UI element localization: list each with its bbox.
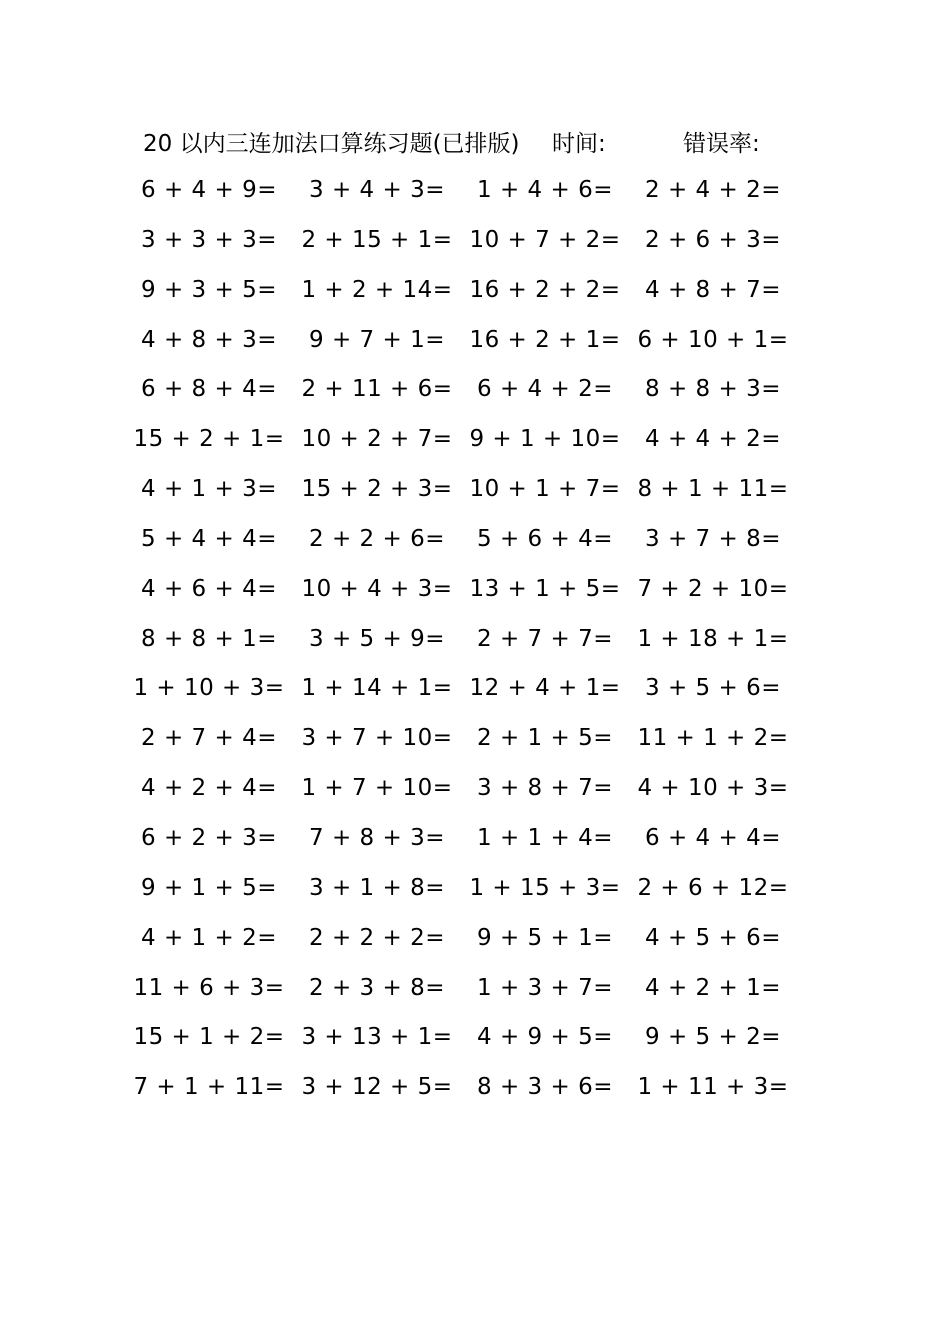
- problem-item: 9 + 5 + 2=: [645, 1024, 781, 1051]
- problem-item: 3 + 13 + 1=: [301, 1024, 453, 1051]
- problem-item: 3 + 12 + 5=: [301, 1074, 453, 1101]
- problem-item: 3 + 8 + 7=: [477, 775, 613, 802]
- problem-item: 4 + 2 + 4=: [141, 775, 277, 802]
- problem-row: [0, 615, 950, 665]
- problem-item: 2 + 15 + 1=: [301, 226, 453, 253]
- problem-item: 6 + 2 + 3=: [141, 824, 277, 851]
- problem-item: 4 + 8 + 7=: [645, 276, 781, 303]
- problem-item: 4 + 5 + 6=: [645, 924, 781, 951]
- problem-item: 1 + 10 + 3=: [133, 675, 285, 702]
- problem-item: 1 + 3 + 7=: [477, 974, 613, 1001]
- problem-grid: [0, 166, 950, 1113]
- problem-row: [0, 914, 950, 964]
- problem-item: 4 + 9 + 5=: [477, 1024, 613, 1051]
- problem-row: [0, 316, 950, 366]
- problem-item: 3 + 7 + 8=: [645, 525, 781, 552]
- problem-item: 3 + 4 + 3=: [309, 177, 445, 203]
- problem-item: 15 + 2 + 1=: [133, 426, 285, 453]
- problem-item: 2 + 11 + 6=: [301, 376, 453, 403]
- problem-item: 2 + 6 + 3=: [645, 226, 781, 253]
- problem-item: 6 + 8 + 4=: [141, 376, 277, 403]
- problem-item: 4 + 2 + 1=: [645, 974, 781, 1001]
- problem-row: [0, 565, 950, 615]
- problem-item: 6 + 4 + 9=: [141, 177, 277, 203]
- problem-item: 15 + 2 + 3=: [301, 476, 453, 503]
- problem-item: 9 + 3 + 5=: [141, 276, 277, 303]
- time-label: 时间:: [552, 131, 606, 157]
- problem-item: 10 + 2 + 7=: [301, 426, 453, 453]
- problem-item: 9 + 1 + 10=: [469, 426, 621, 453]
- problem-item: 4 + 1 + 3=: [141, 476, 277, 503]
- problem-item: 1 + 7 + 10=: [301, 775, 453, 802]
- problem-item: 4 + 8 + 3=: [141, 326, 277, 353]
- problem-item: 9 + 7 + 1=: [309, 326, 445, 353]
- problem-item: 4 + 1 + 2=: [141, 924, 277, 951]
- problem-item: 8 + 8 + 3=: [645, 376, 781, 403]
- problem-item: 2 + 7 + 7=: [477, 625, 613, 652]
- problem-item: 1 + 4 + 6=: [477, 177, 613, 203]
- problem-row: [0, 764, 950, 814]
- problem-item: 2 + 3 + 8=: [309, 974, 445, 1001]
- problem-item: 1 + 2 + 14=: [301, 276, 453, 303]
- problem-item: 11 + 1 + 2=: [637, 725, 789, 752]
- problem-row: [0, 1013, 950, 1063]
- problem-item: 2 + 4 + 2=: [645, 177, 781, 203]
- worksheet-header: [0, 124, 950, 164]
- problem-item: 16 + 2 + 2=: [469, 276, 621, 303]
- problem-item: 2 + 2 + 6=: [309, 525, 445, 552]
- problem-item: 12 + 4 + 1=: [469, 675, 621, 702]
- problem-item: 11 + 6 + 3=: [133, 974, 285, 1001]
- problem-item: 3 + 7 + 10=: [301, 725, 453, 752]
- problem-item: 5 + 6 + 4=: [477, 525, 613, 552]
- problem-row: [0, 415, 950, 465]
- problem-item: 10 + 1 + 7=: [469, 476, 621, 503]
- problem-item: 8 + 8 + 1=: [141, 625, 277, 652]
- problem-item: 1 + 11 + 3=: [637, 1074, 789, 1101]
- problem-item: 16 + 2 + 1=: [469, 326, 621, 353]
- problem-item: 6 + 4 + 4=: [645, 824, 781, 851]
- problem-item: 8 + 3 + 6=: [477, 1074, 613, 1101]
- problem-row: [0, 814, 950, 864]
- problem-item: 1 + 14 + 1=: [301, 675, 453, 702]
- problem-item: 2 + 6 + 12=: [637, 874, 789, 901]
- problem-item: 9 + 5 + 1=: [477, 924, 613, 951]
- problem-item: 2 + 7 + 4=: [141, 725, 277, 752]
- problem-item: 10 + 7 + 2=: [469, 226, 621, 253]
- problem-item: 3 + 5 + 6=: [645, 675, 781, 702]
- problem-item: 6 + 4 + 2=: [477, 376, 613, 403]
- problem-item: 7 + 2 + 10=: [637, 575, 789, 602]
- problem-item: 10 + 4 + 3=: [301, 575, 453, 602]
- problem-item: 8 + 1 + 11=: [637, 476, 789, 503]
- problem-item: 1 + 15 + 3=: [469, 874, 621, 901]
- problem-item: 1 + 18 + 1=: [637, 625, 789, 652]
- problem-item: 15 + 1 + 2=: [133, 1024, 285, 1051]
- problem-row: [0, 664, 950, 714]
- problem-row: [0, 266, 950, 316]
- problem-item: 3 + 5 + 9=: [309, 625, 445, 652]
- problem-item: 2 + 2 + 2=: [309, 924, 445, 951]
- problem-item: 5 + 4 + 4=: [141, 525, 277, 552]
- problem-item: 2 + 1 + 5=: [477, 725, 613, 752]
- problem-row: [0, 166, 950, 216]
- problem-item: 7 + 1 + 11=: [133, 1074, 285, 1101]
- worksheet-title: 20 以内三连加法口算练习题(已排版): [143, 131, 520, 157]
- problem-row: [0, 465, 950, 515]
- problem-item: 1 + 1 + 4=: [477, 824, 613, 851]
- problem-row: [0, 365, 950, 415]
- problem-row: [0, 515, 950, 565]
- problem-row: [0, 216, 950, 266]
- problem-item: 4 + 6 + 4=: [141, 575, 277, 602]
- problem-item: 3 + 1 + 8=: [309, 874, 445, 901]
- problem-item: 3 + 3 + 3=: [141, 226, 277, 253]
- problem-row: [0, 714, 950, 764]
- problem-item: 4 + 10 + 3=: [637, 775, 789, 802]
- problem-row: [0, 964, 950, 1014]
- problem-item: 9 + 1 + 5=: [141, 874, 277, 901]
- problem-item: 4 + 4 + 2=: [645, 426, 781, 453]
- error-rate-label: 错误率:: [683, 131, 760, 157]
- problem-row: [0, 864, 950, 914]
- problem-item: 7 + 8 + 3=: [309, 824, 445, 851]
- problem-item: 6 + 10 + 1=: [637, 326, 789, 353]
- problem-item: 13 + 1 + 5=: [469, 575, 621, 602]
- problem-row: [0, 1063, 950, 1113]
